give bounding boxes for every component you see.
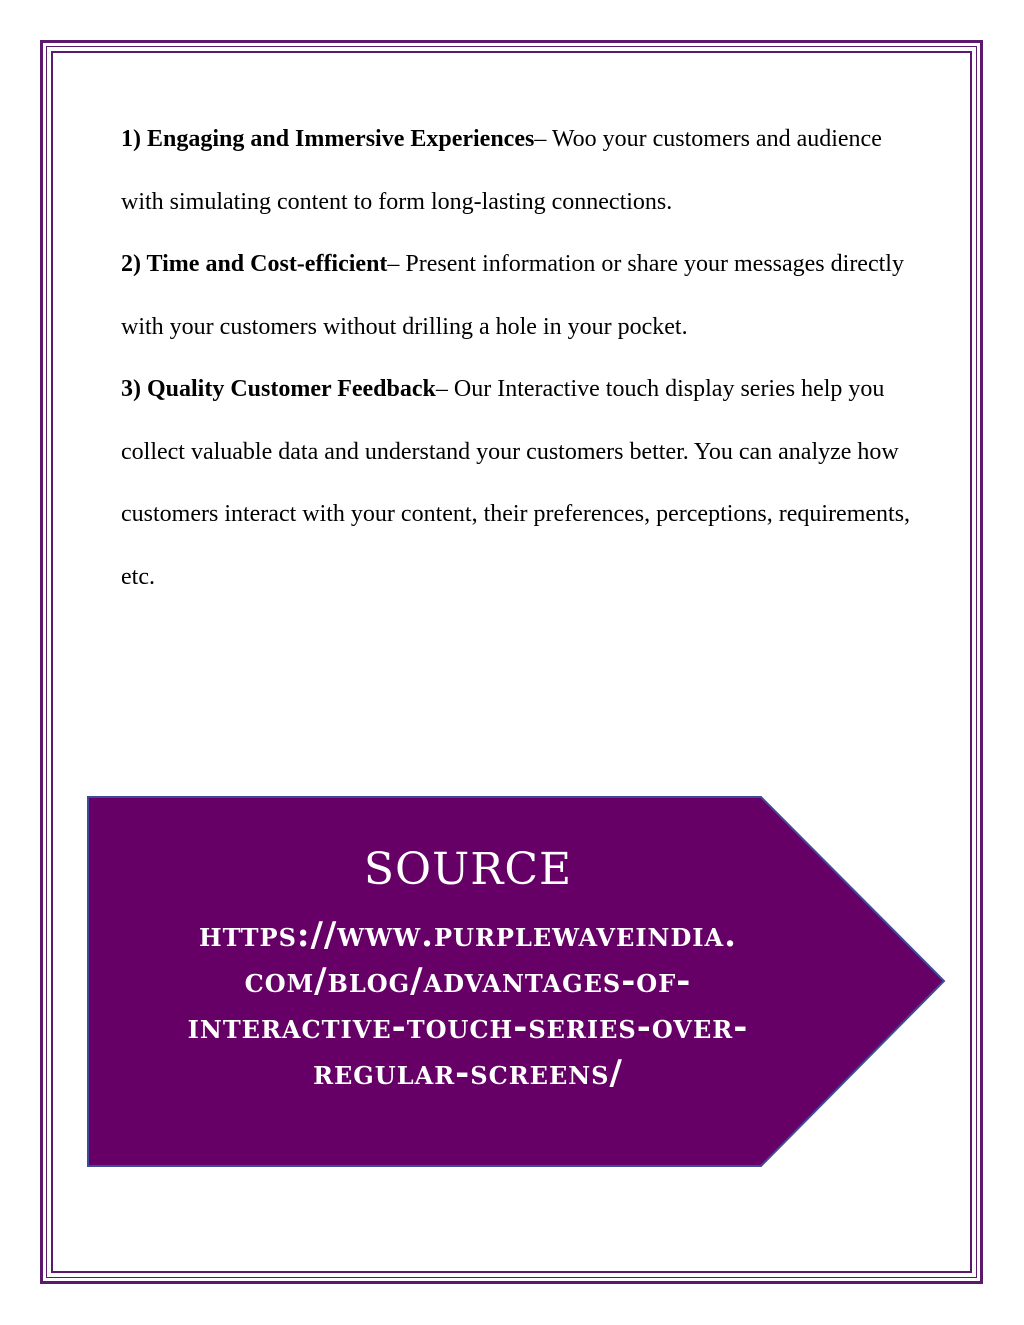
source-url-line: https://www.purplewaveindia. [198,915,737,955]
benefit-text: – Our Interactive touch display series help you collect valuable data and understand your customers better. You can analyze how customers interact with your content, their preferences, perceptions, requirements, etc. [121,376,911,590]
benefit-heading: 3) Quality Customer Feedback [121,376,436,402]
source-url-line: com/blog/advantages-of- [244,961,692,1001]
benefit-text: – Woo your customers and audience with simulating content to form long-lasting connections. [121,126,882,215]
source-url-line: interactive-touch-series-over- [187,1007,749,1047]
source-url[interactable] [88,912,848,1096]
source-url-line: regular-screens/ [313,1053,623,1093]
benefit-heading: 2) Time and Cost-efficient [121,251,388,277]
source-title: SOURCE [363,844,573,895]
benefit-heading: 1) Engaging and Immersive Experiences [121,126,535,152]
benefit-text: – Present information or share your messages directly with your customers without drilling a hole in your pocket. [121,251,904,340]
